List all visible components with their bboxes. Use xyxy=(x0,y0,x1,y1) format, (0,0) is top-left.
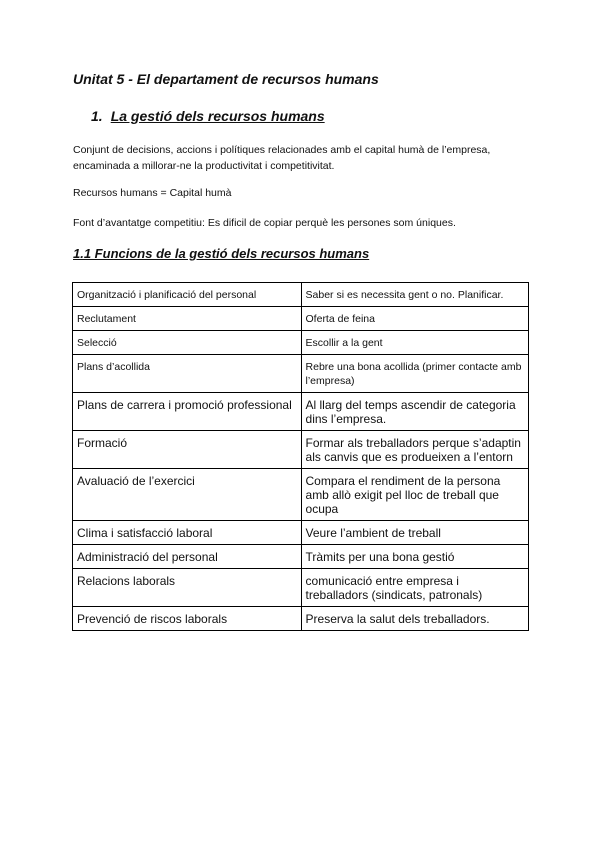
table-cell-description: Rebre una bona acollida (primer contacte amb l’empresa) xyxy=(301,355,528,393)
table-cell-function: Prevenció de riscos laborals xyxy=(73,607,302,631)
table-cell-description: Saber si es necessita gent o no. Planificar. xyxy=(301,283,528,307)
table-row xyxy=(73,431,529,469)
table-cell-function: Selecció xyxy=(73,331,302,355)
table-cell-description: Formar als treballadors perque s’adaptin als canvis que es produeixen a l’entorn xyxy=(301,431,528,469)
table-cell-description: Tràmits per una bona gestió xyxy=(301,545,528,569)
table-cell-function: Avaluació de l’exercici xyxy=(73,469,302,521)
section-title: La gestió dels recursos humans xyxy=(110,108,325,124)
table-cell-description: comunicació entre empresa i treballadors (sindicats, patronals) xyxy=(301,569,528,607)
table-cell-description: Preserva la salut dels treballadors. xyxy=(301,607,528,631)
advantage-paragraph: Font d’avantatge competitiu: Es dificil de copiar perquè les persones som úniques. xyxy=(73,217,456,229)
functions-table xyxy=(72,282,529,631)
table-cell-function: Administració del personal xyxy=(73,545,302,569)
table-cell-function: Clima i satisfacció laboral xyxy=(73,521,302,545)
table-cell-function: Reclutament xyxy=(73,307,302,331)
table-cell-function: Organització i planificació del personal xyxy=(73,283,302,307)
document-title: Unitat 5 - El departament de recursos humans xyxy=(73,71,379,87)
table-cell-function: Formació xyxy=(73,431,302,469)
definition-paragraph: Conjunt de decisions, accions i polítiques relacionades amb el capital humà de l’empresa, encaminada a millorar-ne la productivitat i competitivitat. xyxy=(73,144,491,172)
table-cell-description: Oferta de feina xyxy=(301,307,528,331)
table-row xyxy=(73,283,529,307)
table-cell-description: Al llarg del temps ascendir de categoria dins l’empresa. xyxy=(301,393,528,431)
subsection-title: 1.1 Funcions de la gestió dels recursos humans xyxy=(73,246,370,261)
table-cell-function: Relacions laborals xyxy=(73,569,302,607)
table-row xyxy=(73,469,529,521)
equation-paragraph: Recursos humans = Capital humà xyxy=(73,187,232,199)
table-cell-function: Plans d’acollida xyxy=(73,355,302,393)
table-row xyxy=(73,607,529,631)
table-cell-description: Veure l’ambient de treball xyxy=(301,521,528,545)
table-row xyxy=(73,569,529,607)
section-number: 1. xyxy=(91,108,103,124)
table-row xyxy=(73,393,529,431)
section-heading xyxy=(91,108,325,124)
table-row xyxy=(73,307,529,331)
table-row xyxy=(73,355,529,393)
table-cell-function: Plans de carrera i promoció professional xyxy=(73,393,302,431)
table-cell-description: Compara el rendiment de la persona amb allò exigit pel lloc de treball que ocupa xyxy=(301,469,528,521)
table-row xyxy=(73,545,529,569)
table-row xyxy=(73,521,529,545)
table-cell-description: Escollir a la gent xyxy=(301,331,528,355)
table-row xyxy=(73,331,529,355)
